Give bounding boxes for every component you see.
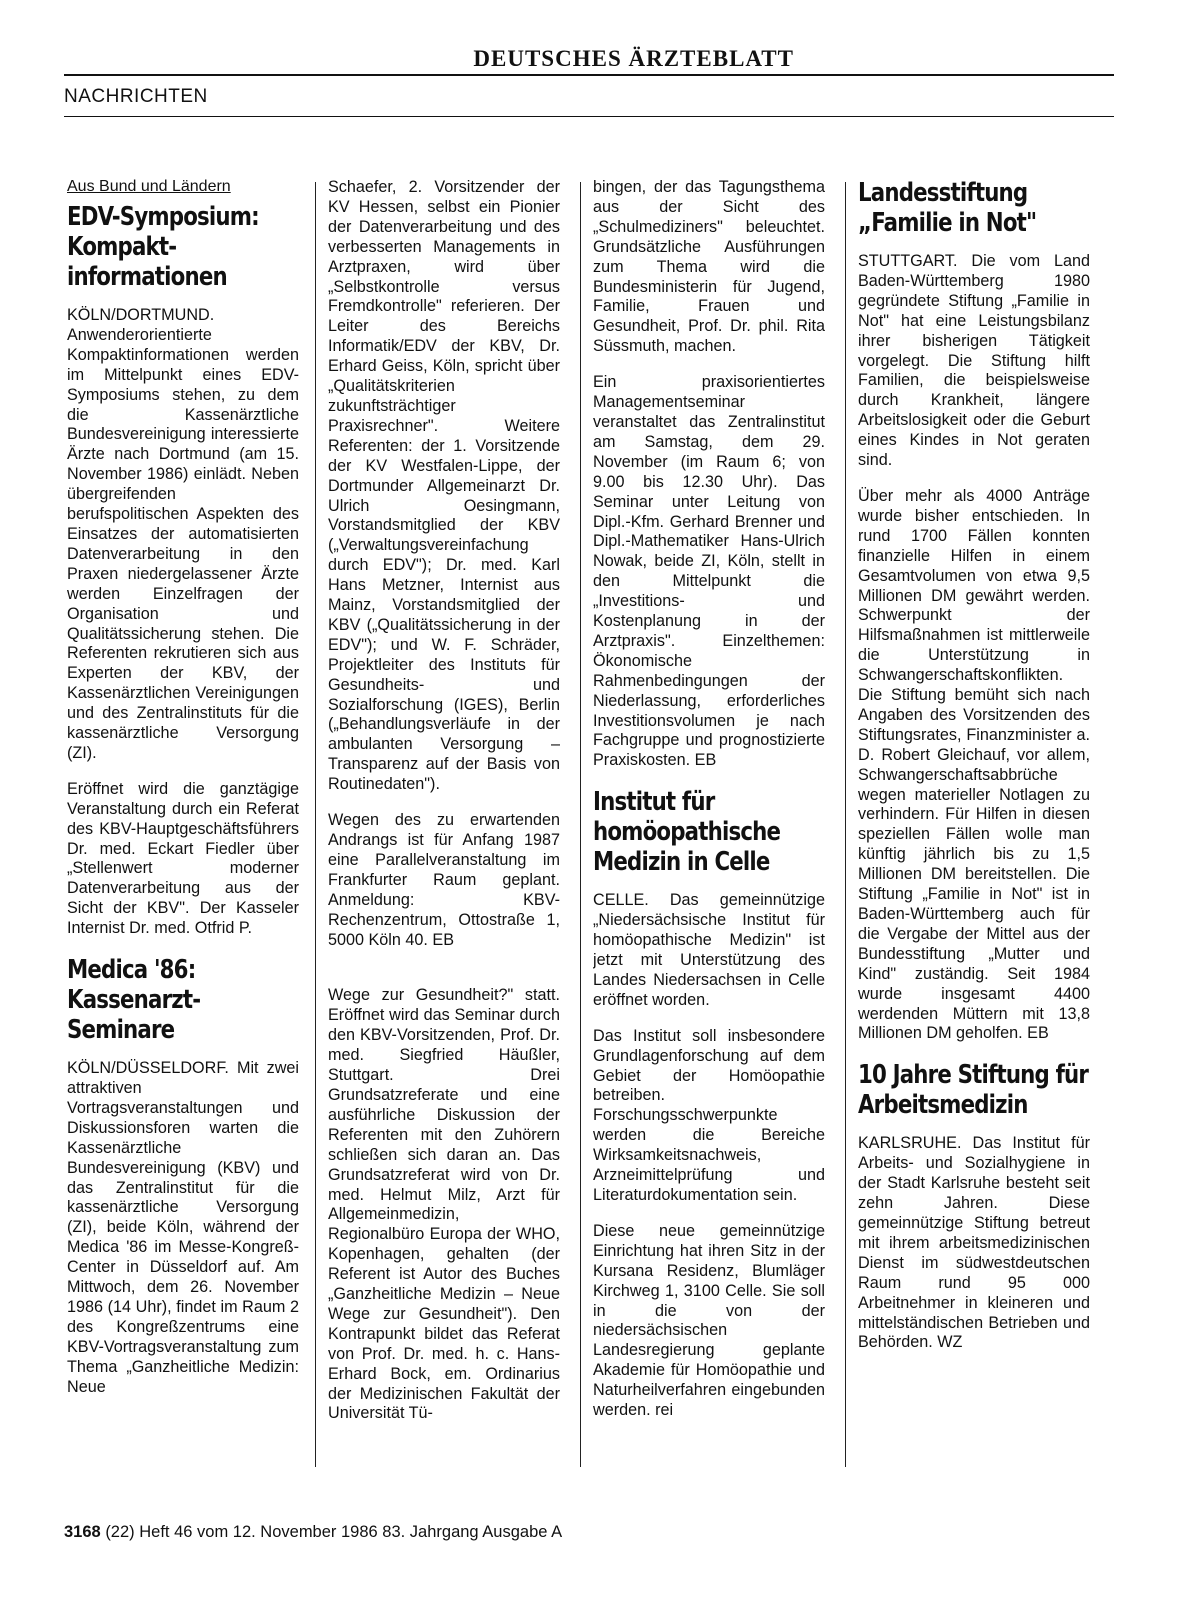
column-1 [67,178,299,1473]
article-paragraph: KÖLN/DÜSSELDORF. Mit zwei attraktiven Vortragsveranstaltungen und Diskussionsforen warten die Kassenärztliche Bundesvereinigung (KBV) und das Zentralinstitut für die kassenärztliche Versorgung (ZI), beide Köln, während der Medica '86 im Messe-Kongreß-Center in Düsseldorf auf. Am Mittwoch, dem 26. November 1986 (14 Uhr), findet im Raum 2 des Kongreßzentrums eine KBV-Vortragsveranstaltung zum Thema „Ganzheitliche Medizin: Neue [67,1059,299,1396]
article-paragraph: STUTTGART. Die vom Land Baden-Württemberg 1980 gegründete Stiftung „Familie in Not" hat eine Leistungsbilanz ihrer bisherigen Tätigkeit vorgelegt. Die Stiftung hilft Familien, die beispielsweise durch Krankheit, längere Arbeitslosigkeit oder die Geburt eines Kindes in Not geraten sind. [858,252,1090,470]
article-paragraph: Diese neue gemeinnützige Einrichtung hat ihren Sitz in der Kursana Residenz, Blumläger Kirchweg 1, 3100 Celle. Sie soll in die von der niedersächsischen Landesregierung geplante Akademie für Homöopathie und Naturheilverfahren eingebunden werden. rei [593,1221,825,1420]
column-4 [858,178,1090,1473]
article-paragraph: bingen, der das Tagungsthema aus der Sicht des „Schulmediziners" beleuchtet. Grundsätzliche Ausführungen zum Thema wird die Bundesministerin für Jugend, Familie, Frauen und Gesundheit, Prof. Dr. phil. Rita Süssmuth, machen. [593,178,825,356]
column-divider [580,182,581,1467]
section-header [64,86,1114,117]
masthead [64,42,1114,76]
article-paragraph: Wegen des zu erwartenden Andrangs ist für Anfang 1987 eine Parallelveranstaltung im Frankfurter Raum geplant. Anmeldung: KBV-Rechenzentrum, Ottostraße 1, 5000 Köln 40. EB [328,811,560,949]
article-paragraph: Ein praxisorientiertes Managementseminar veranstaltet das Zentralinstitut am Samstag, dem 29. November (im Raum 6; von 9.00 bis 12.30 Uhr). Das Seminar unter Leitung von Dipl.-Kfm. Gerhard Brenner und Dipl.-Mathematiker Hans-Ulrich Nowak, beide ZI, Köln, stellt in den Mittelpunkt die „Investitions- und Kostenplanung in der Arztpraxis". Einzelthemen: Ökonomische Rahmenbedingungen der Niederlassung, erforderliches Investitionsvolumen je nach Fachgruppe und prognostizierte Praxiskosten. EB [593,373,825,770]
article-paragraph: Schaefer, 2. Vorsitzender der KV Hessen, selbst ein Pionier der Datenverarbeitung und des verbesserten Managements in Arztpraxen, wird über „Selbstkontrolle versus Fremdkontrolle" referieren. Der Leiter des Bereichs Informatik/EDV der KBV, Dr. Erhard Geiss, Köln, spricht über „Qualitätskriterien zukunftsträchtiger Praxisrechner". Weitere Referenten: der 1. Vorsitzende der KV Westfalen-Lippe, der Dortmunder Allgemeinarzt Dr. Ulrich Oesingmann, Vorstandsmitglied der KBV („Verwaltungsvereinfachung durch EDV"); Dr. med. Karl Hans Metzner, Internist aus Mainz, Vorstandsmitglied der KBV („Qualitätssicherung in der EDV"); und W. F. Schräder, Projektleiter des Instituts für Gesundheits- und Sozialforschung (IGES), Berlin („Behandlungsverläufe in der ambulanten Versorgung – Transparenz auf der Basis von Routinedaten"). [328,178,560,794]
column-3 [593,178,825,1473]
article-headline: 10 Jahre Stiftung für Arbeitsmedizin [858,1060,1089,1121]
article-paragraph: KÖLN/DORTMUND. Anwenderorientierte Kompaktinformationen werden im Mittelpunkt eines EDV-Symposiums stehen, zu dem die Kassenärztliche Bundesvereinigung interessierte Ärzte nach Dortmund (am 15. November 1986) einlädt. Neben übergreifenden berufspolitischen Aspekten des Einsatzes der automatisierten Datenverarbeitung in den Praxen niedergelassener Ärzte werden Einzelfragen der Organisation und Qualitätssicherung stehen. Die Referenten rekrutieren sich aus Experten der KBV, der Kassenärztlichen Vereinigungen und des Zentralinstituts für die kassenärztliche Versorgung (ZI). [67,306,299,762]
page-footer [64,1523,562,1542]
article-paragraph: CELLE. Das gemeinnützige „Niedersächsische Institut für homöopathische Medizin" ist jetzt mit Unterstützung des Landes Niedersachsen in Celle eröffnet worden. [593,891,825,1009]
masthead-rule [64,74,1114,76]
article-paragraph: Wege zur Gesundheit?" statt. Eröffnet wird das Seminar durch den KBV-Vorsitzenden, Prof. Dr. med. Siegfried Häußler, Stuttgart. Drei Grundsatzreferate und eine ausführliche Diskussion der Referenten mit den Zuhörern schließen sich daran an. Das Grundsatzreferat wird von Dr. med. Helmut Milz, Arzt für Allgemeinmedizin, Regionalbüro Europa der WHO, Kopenhagen, gehalten (der Referent ist Autor des Buches „Ganzheitliche Medizin – Neue Wege zur Gesundheit"). Den Kontrapunkt bildet das Referat von Prof. Dr. med. h. c. Hans-Erhard Bock, em. Ordinarius der Medizinischen Fakultät der Universität Tü- [328,986,560,1423]
column-gap [328,966,560,986]
article-headline: EDV-Symposium: Kompakt-informationen [67,202,259,292]
column-2 [328,178,560,1473]
article-paragraph: KARLSRUHE. Das Institut für Arbeits- und Sozialhygiene in der Stadt Karlsruhe besteht seit zehn Jahren. Diese gemeinnützige Stiftung betreut mit ihrem arbeitsmedizinischen Dienst im südwestdeutschen Raum rund 95 000 Arbeitnehmer in kleineren und mittelständischen Betrieben und Behörden. WZ [858,1134,1090,1352]
journal-title: DEUTSCHES ÄRZTEBLATT [473,46,794,71]
article-headline: Medica '86: Kassenarzt-Seminare [67,955,201,1046]
article-paragraph: Über mehr als 4000 Anträge wurde bisher entschieden. In rund 1700 Fällen konnten finanzielle Hilfen in einem Gesamtvolumen von etwa 9,5 Millionen DM gewährt werden. Schwerpunkt der Hilfsmaßnahmen ist mittlerweile die Unterstützung in Schwangerschaftskonflikten. Die Stiftung bemüht sich nach Angaben des Vorsitzenden des Stiftungsrates, Finanzminister a. D. Robert Gleichauf, vor allem, Schwangerschaftsabbrüche wegen materieller Notlagen zu verhindern. Für Hilfen in diesen speziellen Fällen wolle man künftig jährlich bis zu 1,5 Millionen DM bereitstellen. Die Stiftung „Familie in Not" ist in Baden-Württemberg auch für die Vergabe der Mittel aus der Bundesstiftung „Mutter und Kind" zuständig. Seit 1984 wurde insgesamt 4400 werdenden Müttern mit 13,8 Millionen DM geholfen. EB [858,486,1090,1043]
article-headline: Institut für homöopathische Medizin in Celle [593,787,781,878]
section-title: NACHRICHTEN [64,86,208,107]
column-divider [315,182,316,1467]
page-number: 3168 [64,1523,101,1541]
issue-line: (22) Heft 46 vom 12. November 1986 83. Jahrgang Ausgabe A [105,1523,563,1541]
article-headline: Landesstiftung „Familie in Not" [858,178,1037,238]
rubric-label: Aus Bund und Ländern [67,178,231,195]
article-paragraph: Eröffnet wird die ganztägige Veranstaltung durch ein Referat des KBV-Hauptgeschäftsführers Dr. med. Eckart Fiedler über „Stellenwert moderner Datenverarbeitung aus der Sicht der KBV". Der Kasseler Internist Dr. med. Otfrid P. [67,779,299,938]
article-paragraph: Das Institut soll insbesondere Grundlagenforschung auf dem Gebiet der Homöopathie betreiben. Forschungsschwerpunkte werden die Bereiche Wirksamkeitsnachweis, Arzneimittelprüfung und Literaturdokumentation sein. [593,1026,825,1204]
column-divider [845,182,846,1467]
